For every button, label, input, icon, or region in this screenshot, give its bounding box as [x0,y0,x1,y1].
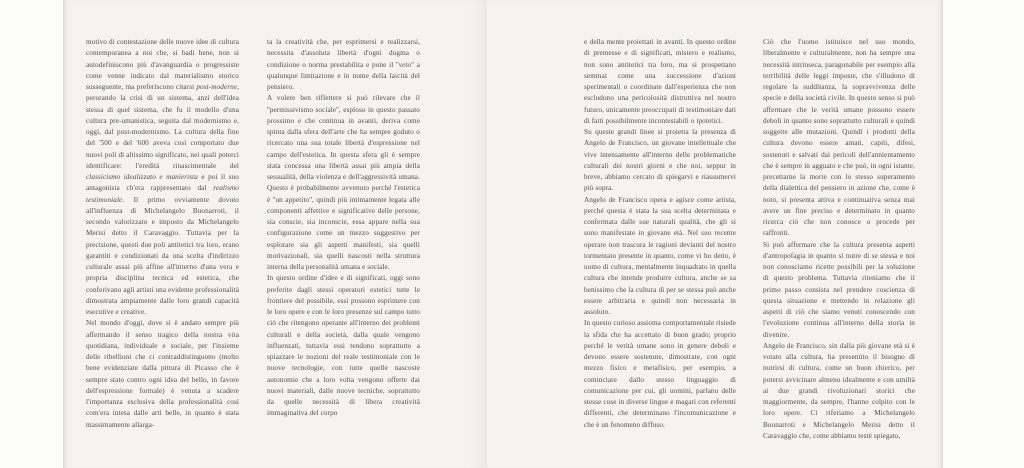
text-run: Nel mondo d'oggi, dove si è andato sempre più affermando il senso tragico della nostra vita quotidiana, individuale e sociale, per l'insieme delle ribellioni che ci contraddistinguono (molto bene evidenziate dalla pittura di Picasso che è sempre stato contro ogni idea del bello, in favore dell'espressione formale) è venuta a scadere l'importanza esclusiva della professionalità così com'era intesa dalle arti belle, in quanto è stata massimamente allarga- [86,319,239,429]
text-column-4 [763,37,915,442]
paragraph [267,93,420,273]
text-run: A volere ben riflettere si può rilevare che il ''permissivismo sociale'', esploso in questo passato prossimo e che continua in avanti, deriva come spinta dalla sfera dell'arte che ha sempre goduto o ricercato una sua totale libertà d'espressione nel campo dell'estetica. In questa sfera gli è sempre stata concessa una libertà assai più ampia della sessualità, della violenza e dell'aggressività umana. Questo è probabilmente avvenuto perché l'estetica è ''un appetito'', quindi più intimamente legata alle componenti affettive e significative delle persone, sia conscie, sia inconscie, essa appare nella sua configurazione come un mezzo suggestivo per esplorare sia gli aspetti manifesti, sia quelli motivazionali, sia quelli nascosti nella struttura interna della personalità umana e sociale. [267,94,420,271]
text-run: Angelo de Francisco, sin dalla più giovane età si è votato alla cultura, ha presentito il bisogno di nutrirsi di cultura, come un buon chierico, per potersi avvicinare almeno idealmente e con umiltà ai due grandi rivoluzionari storici che maggiormente, da sempre, l'hanno colpito con le loro opere. Ci riferiamo a Michelangelo Buonarroti e Michelangelo Merisi detto il Caravaggio che, come abbiamo testé spiegato, [763,341,915,440]
text-column-3 [584,37,736,437]
text-run: Angelo de Francisco opera e agisce come artista, perché questa è stata la sua scelta determinata e confermata dalle sue naturali qualità, che gli si sono manifestate in giovane età. Nel suo recente operare non trascura le ragioni devianti del nostro tormentato presente in quanto, come vi ho detto, è uomo di cultura, mentalmente inquadrato in quella cultura che intende produrre cultura, anche se sa benissimo che la cultura di per se stessa può anche essere arbitraria e quindi non necessaria in assoluto. [584,195,736,316]
text-run: '' a qualunque limitazione e in nome della laicità del pensiero. [267,60,420,91]
text-run: ta la creatività che, per esprimersi e realizzarsi, necessita d'assoluta libertà d'ogni dogma o condizione o norma prestabilita e pone il '' [267,38,420,69]
right-page [487,0,943,468]
paragraph [584,195,736,319]
text-run: Ciò che l'uomo istituisce nel suo mondo, liberalmente e culturalmente, non ha sempre una necessità intrinseca, paragonabile per esempio alla terribilità delle leggi imposte, che s'illudono di regolare la sudditanza, la sopravvivenza delle specie e della società civile. In questo senso si può affermare che le verità umane possono essere deboli in quanto sono soprattutto culturali e quindi soggette alle mutazioni. Quindi i prodotti della cultura devono essere amati, capiti, difesi, sostenuti e salvati dai pericoli dell'annientamento che è sempre in agguato e che può, in ogni istante, precettarne la morte con lo stesso superamento della dialettica del pensiero in azione che, come è noto, si presenta attiva e continuativa senza mai avere un fine preciso e determinato in quanto ricerca ciò che non conosce o procede per raffronti. [763,38,915,238]
text-run: In questo curioso assioma comportamentale risiede la sfida che ha accettato di buon grado; proprio perché le verità umane sono in genere deboli e devono essere sostenute, dimostrate, con ogni mezzo fisico e metafisico, per esempio, a cominciare dallo stesso linguaggio di comunicazione per cui, gli uomini, parlano delle stesse cose in diverse lingue e magari con referenti differenti, che determinano l'incomunicazione e che è un fenomeno diffuso. [584,319,737,429]
text-run: Si può affermare che la cultura presenta aspetti d'antropofagia in quanto si nutre di se stessa e noi non conosciamo ricette possibili per la soluzione di questo problema. Tuttavia riteniamo che il primo passo consista nel prendere coscienza di questa situazione e mettendo in relazione gli aspetti di ciò che siamo venuti conoscendo con l'evoluzione continua all'interno della storia in divenire. [763,240,915,339]
text-run: e poi il suo antagonista ch'era rappresentato dal [86,173,239,193]
paragraph [584,318,736,431]
italic-text-run: classicismo idealizzato e manierista [86,173,198,181]
paragraph [86,318,239,431]
text-run: e della mente proiettati in avanti. In questo ordine di premesse e di significati, mistero e realismo, non sono antitetici tra loro, ma si prospettano semmai come una successione d'azioni sperimentali o coordinate dall'esperienza che non escludono una pericolosità distruttiva nel nostro futuro, unicamente preoccupati di testimoniare dati di fatti possibilmente incontestabili o ipotetici. [584,38,736,125]
paragraph [584,37,736,127]
text-run: , perorando la crisi di un sistema, anzi dell'idea stessa di quel sistema, che fu il modello d'una cultura pre-umanistica, seguita dal modernismo e, oggi, dal post-modernismo. La cultura della fine del '500 e del '600 aveva così comportato due nuovi poli di altissimo significato, nei quali poterci identificare: l'eredità rinascimentale del [86,83,239,170]
text-run: motivo di contestazione delle nuove idee di cultura contemporanea a noi che, si badi bene, non si autodefiniscono più d'avanguardia o progressiste come venne indicato dal materialismo storico susseguente, ma preferiscono citarsi [86,38,239,91]
left-page [63,0,488,468]
text-column-1 [86,37,239,437]
italic-text-run: post-moderne [196,83,238,91]
paragraph [267,37,420,93]
text-column-2 [267,37,420,437]
paragraph [584,127,736,195]
italic-text-run: veto [398,60,412,69]
paragraph [267,273,420,419]
text-run: In questo ordine d'idee e di significati, oggi sono preferite dagli stessi operatori estetici tutte le frontiere del possibile, essi possono esprimere con le loro opere e con le loro presenze sul campo tutto ciò che ritengono operante all'interno dei problemi culturali e della società, dalla quale vengono influenzati, tuttavia essi tendono soprattutto a spiazzare le nozioni del reale testimoniale con le nuove tecnologie, con tutte quelle nascoste autonomie che a loro volta vengono offerte dai nuovi materiali, dalle nuove tecniche, soprattutto da quelle necessità di libera creatività immaginativa del corpo [267,274,420,418]
paragraph [763,341,915,442]
paragraph [86,37,239,318]
paragraph [763,37,915,240]
paragraph [763,240,915,341]
text-run: Su queste grandi linee si proietta la presenza di Angelo de Francisco, un giovane intellettuale che vive intensamente all'interno delle problematiche culturali dei nostri giorni e che noi, seppur in breve, abbiamo cercato di spiegarvi e riassumervi più sopra. [584,128,736,193]
text-run: . Il primo ovviamente dovuto all'influenza di Michelangelo Buonarroti, il secondo valorizzato e imposto da Michelangelo Merisi detto il Caravaggio. Tuttavia per la precisione, questi due poli antitetici tra loro, erano garantiti e condizionati da una scelta d'indirizzo culturale assai più affine all'interno d'una vera e propria disciplina tecnica ed estetica, che conferivano agli artisti una evidente professionalità dimostrata ampiamente dalle loro grandi capacità esecutive e creative. [86,195,239,316]
italic-text-run: realismo testimoniale [86,184,239,204]
